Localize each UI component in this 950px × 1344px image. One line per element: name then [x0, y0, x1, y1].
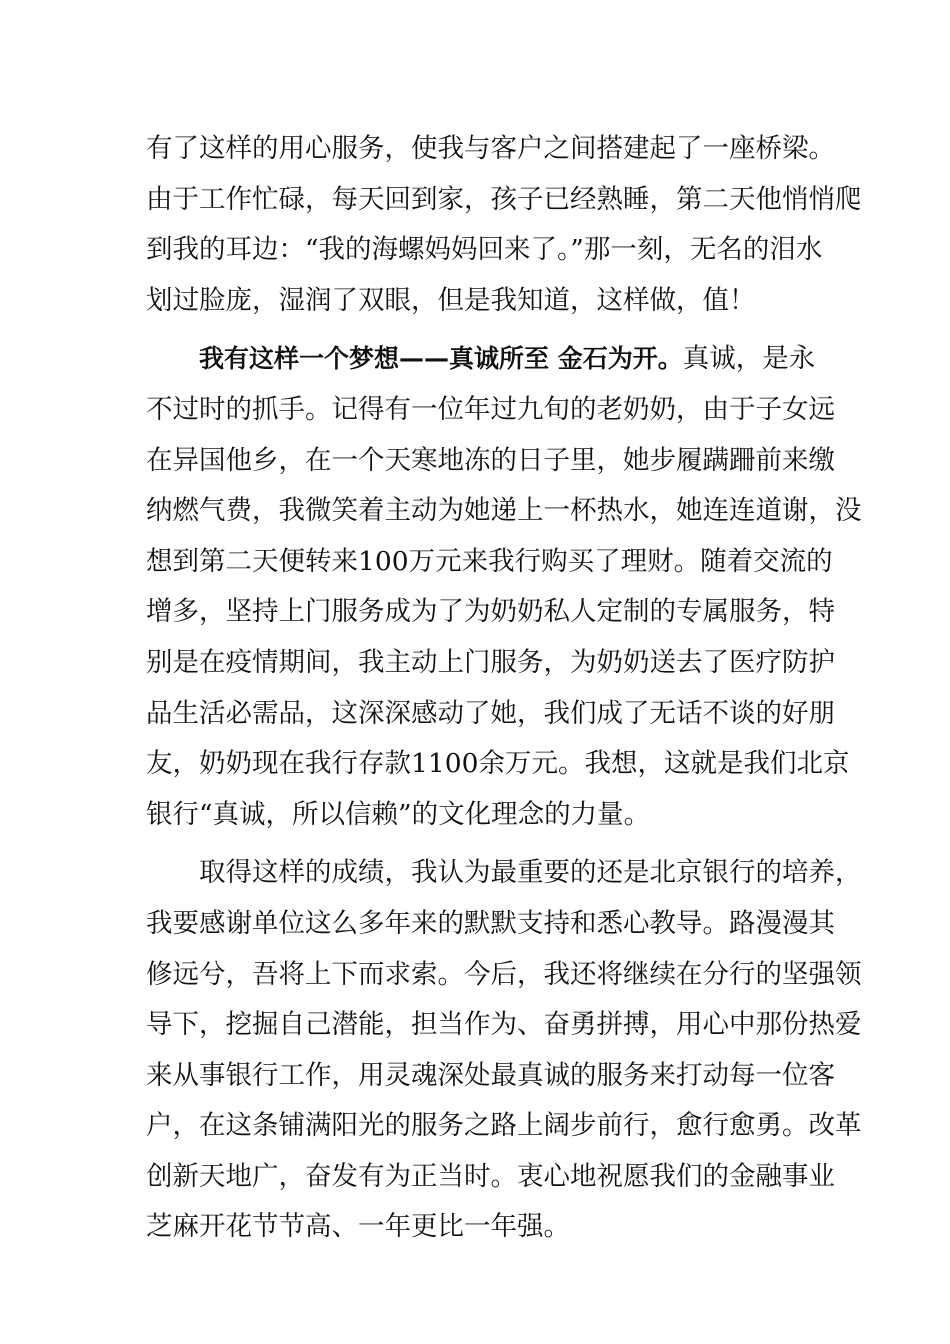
paragraph-3 [146, 848, 862, 1253]
text-line: 不过时的抓手。记得有一位年过九旬的老奶奶，由于子女远 [146, 393, 835, 425]
text-line: 到我的耳边：“我的海螺妈妈回来了。”那一刻，无名的泪水 [146, 234, 823, 266]
paragraph-1 [146, 124, 862, 326]
text-line: 别是在疫情期间，我主动上门服务，为奶奶送去了医疗防护 [146, 646, 835, 678]
text-line: 芝麻开花节节高、一年更比一年强。 [146, 1211, 570, 1243]
text-line: 导下，挖掘自己潜能，担当作为、奋勇拼搏，用心中那份热爱 [146, 1009, 862, 1041]
text-line: 有了这样的用心服务，使我与客户之间搭建起了一座桥梁。 [146, 133, 835, 164]
text-line: 修远兮，吾将上下而求索。今后，我还将继续在分行的坚强领 [146, 958, 862, 990]
text-fragment: 真诚，是永 [682, 343, 816, 375]
paragraph-first-line [146, 334, 816, 385]
text-line: 在异国他乡，在一个天寒地冻的日子里，她步履蹒跚前来缴 [146, 444, 835, 476]
section-heading: 我有这样一个梦想——真诚所至 金石为开。 [199, 344, 683, 374]
text-line: 划过脸庞，湿润了双眼，但是我知道，这样做，值！ [146, 284, 756, 316]
text-line: 想到第二天便转来100万元来我行购买了理财。随着交流的 [146, 545, 833, 577]
text-line: 由于工作忙碌，每天回到家，孩子已经熟睡，第二天他悄悄爬 [146, 183, 862, 215]
text-line: 增多，坚持上门服务成为了为奶奶私人定制的专属服务，特 [146, 596, 835, 628]
text-line: 友，奶奶现在我行存款1100余万元。我想，这就是我们北京 [146, 748, 850, 780]
text-line: 我要感谢单位这么多年来的默默支持和悉心教导。路漫漫其 [146, 907, 835, 939]
text-line: 品生活必需品，这深深感动了她，我们成了无话不谈的好朋 [146, 697, 835, 729]
text-line: 来从事银行工作，用灵魂深处最真诚的服务来打动每一位客 [146, 1059, 835, 1091]
text-line: 户，在这条铺满阳光的服务之路上阔步前行，愈行愈勇。改革 [146, 1110, 862, 1142]
text-line: 创新天地广，奋发有为正当时。衷心地祝愿我们的金融事业 [146, 1160, 835, 1192]
paragraph-first-line: 取得这样的成绩，我认为最重要的还是北京银行的培养， [199, 857, 862, 889]
paragraph-2 [146, 334, 862, 840]
document-body [146, 124, 862, 1253]
text-line: 银行“真诚，所以信赖”的文化理念的力量。 [146, 798, 651, 830]
text-line: 纳燃气费，我微笑着主动为她递上一杯热水，她连连道谢，没 [146, 495, 862, 527]
